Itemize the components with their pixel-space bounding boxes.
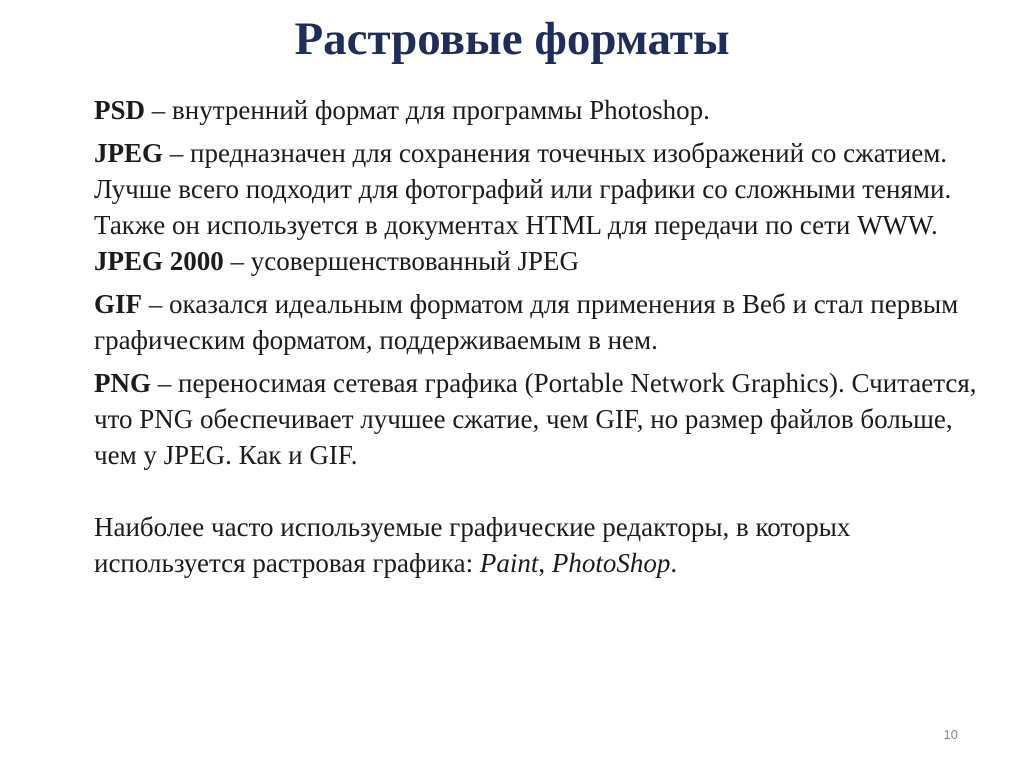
app-paint: Paint [479, 548, 539, 578]
separator: – [223, 246, 251, 276]
summary-text: Наиболее часто используемые графические редакторы, в которых используется растровая графика: [94, 512, 851, 578]
slide-content [94, 92, 994, 588]
format-item-psd [94, 92, 994, 128]
format-item-jpeg2000 [94, 243, 994, 279]
separator: – [151, 368, 178, 398]
page-number: 10 [943, 727, 958, 742]
format-term: PSD [94, 95, 146, 125]
format-item-jpeg [94, 135, 994, 243]
format-item-png [94, 365, 994, 473]
format-term: JPEG 2000 [94, 246, 224, 276]
slide-title: Растровые форматы [294, 13, 730, 65]
separator: – [163, 138, 191, 168]
format-term: PNG [94, 368, 151, 398]
app-photoshop: PhotoShop [551, 548, 671, 578]
format-description: внутренний формат для программы Photoshop. [172, 95, 710, 125]
summary-end: . [670, 548, 678, 578]
separator: – [145, 95, 173, 125]
format-description: оказался идеальным форматом для применения в Веб и стал первым графическим форматом, поддерживаемым в нем. [94, 289, 959, 355]
format-term: GIF [94, 289, 143, 319]
format-term: JPEG [94, 138, 164, 168]
summary-comma: , [538, 548, 552, 578]
summary-paragraph [94, 509, 994, 581]
separator: – [142, 289, 170, 319]
format-description: предназначен для сохранения точечных изображений со сжатием. Лучше всего подходит для фотографий или графики со сложными тенями. Также он используется в документах HTML для передачи по сети WWW. [94, 138, 952, 240]
format-item-gif [94, 286, 994, 358]
format-description: усовершенствованный JPEG [250, 246, 580, 276]
format-description: переносимая сетевая графика (Portable Network Graphics). Считается, что PNG обеспечивает лучшее сжатие, чем GIF, но размер файлов больше, чем у JPEG. Как и GIF. [94, 368, 977, 470]
